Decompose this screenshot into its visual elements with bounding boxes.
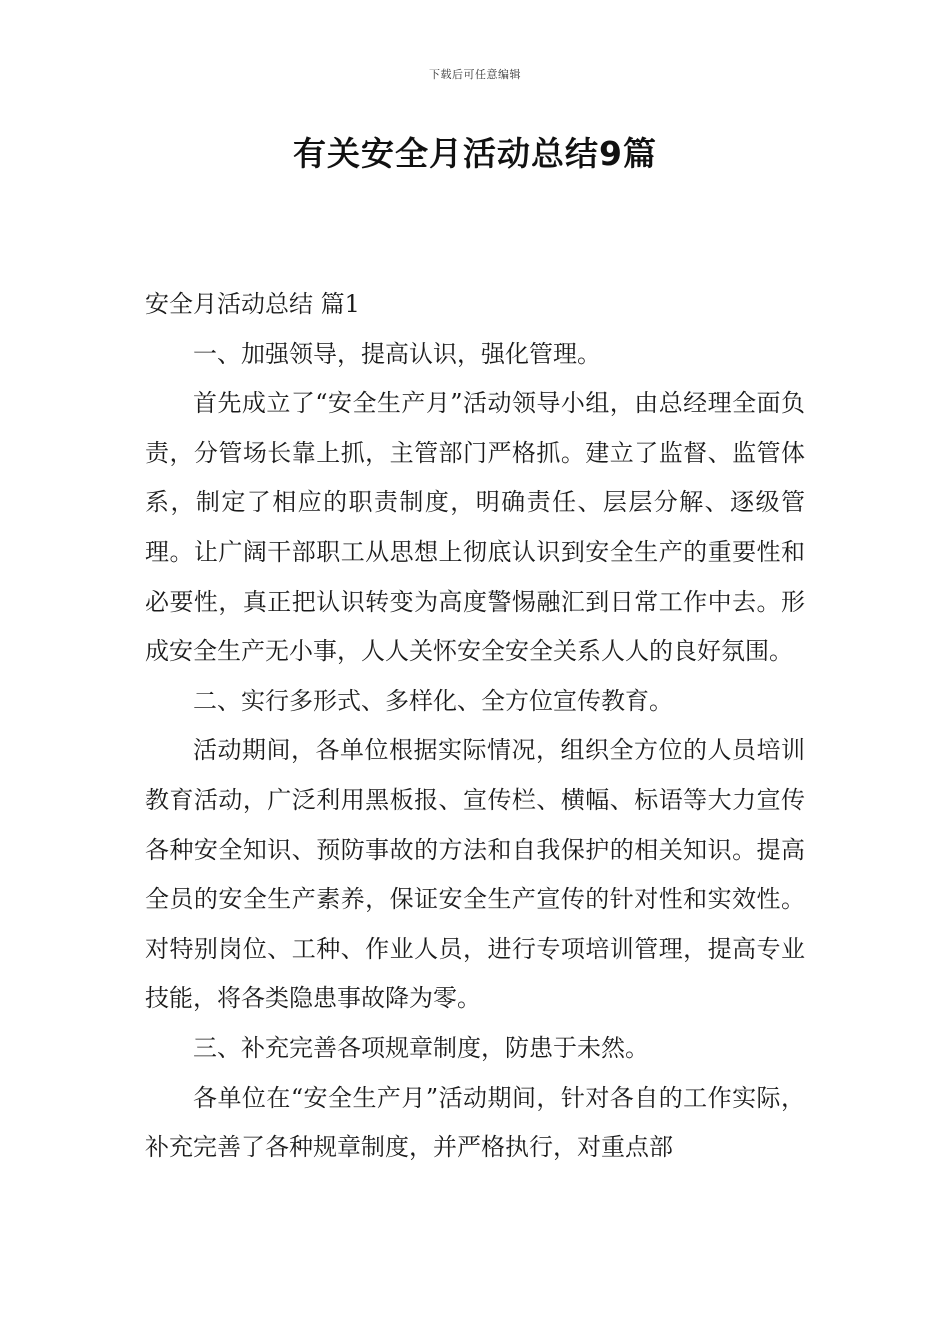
- document-body: [145, 280, 805, 1173]
- paragraph-heading-1: 一、加强领导，提高认识，强化管理。: [193, 339, 601, 368]
- paragraph-3: 各单位在“安全生产月”活动期间，针对各自的工作实际，补充完善了各种规章制度，并严格执行，对重点部: [145, 1083, 805, 1162]
- paragraph-1: 首先成立了“安全生产月”活动领导小组，由总经理全面负责，分管场长靠上抓，主管部门严格抓。建立了监督、监管体系，制定了相应的职责制度，明确责任、层层分解、逐级管理。让广阔干部职工从思想上彻底认识到安全生产的重要性和必要性，真正把认识转变为高度警惕融汇到日常工作中去。形成安全生产无小事，人人关怀安全安全关系人人的良好氛围。: [145, 389, 805, 666]
- section-heading: 安全月活动总结 篇1: [145, 290, 360, 318]
- paragraph-2: 活动期间，各单位根据实际情况，组织全方位的人员培训教育活动，广泛利用黑板报、宣传栏、横幅、标语等大力宣传各种安全知识、预防事故的方法和自我保护的相关知识。提高全员的安全生产素养，保证安全生产宣传的针对性和实效性。对特别岗位、工种、作业人员，进行专项培训管理，提高专业技能，将各类隐患事故降为零。: [145, 736, 805, 1013]
- header-note: 下载后可任意编辑: [429, 68, 521, 81]
- paragraph-heading-3: 三、补充完善各项规章制度，防患于未然。: [193, 1033, 649, 1062]
- document-title: 有关安全月活动总结9篇: [293, 134, 657, 173]
- paragraph-heading-2: 二、实行多形式、多样化、全方位宣传教育。: [193, 686, 673, 715]
